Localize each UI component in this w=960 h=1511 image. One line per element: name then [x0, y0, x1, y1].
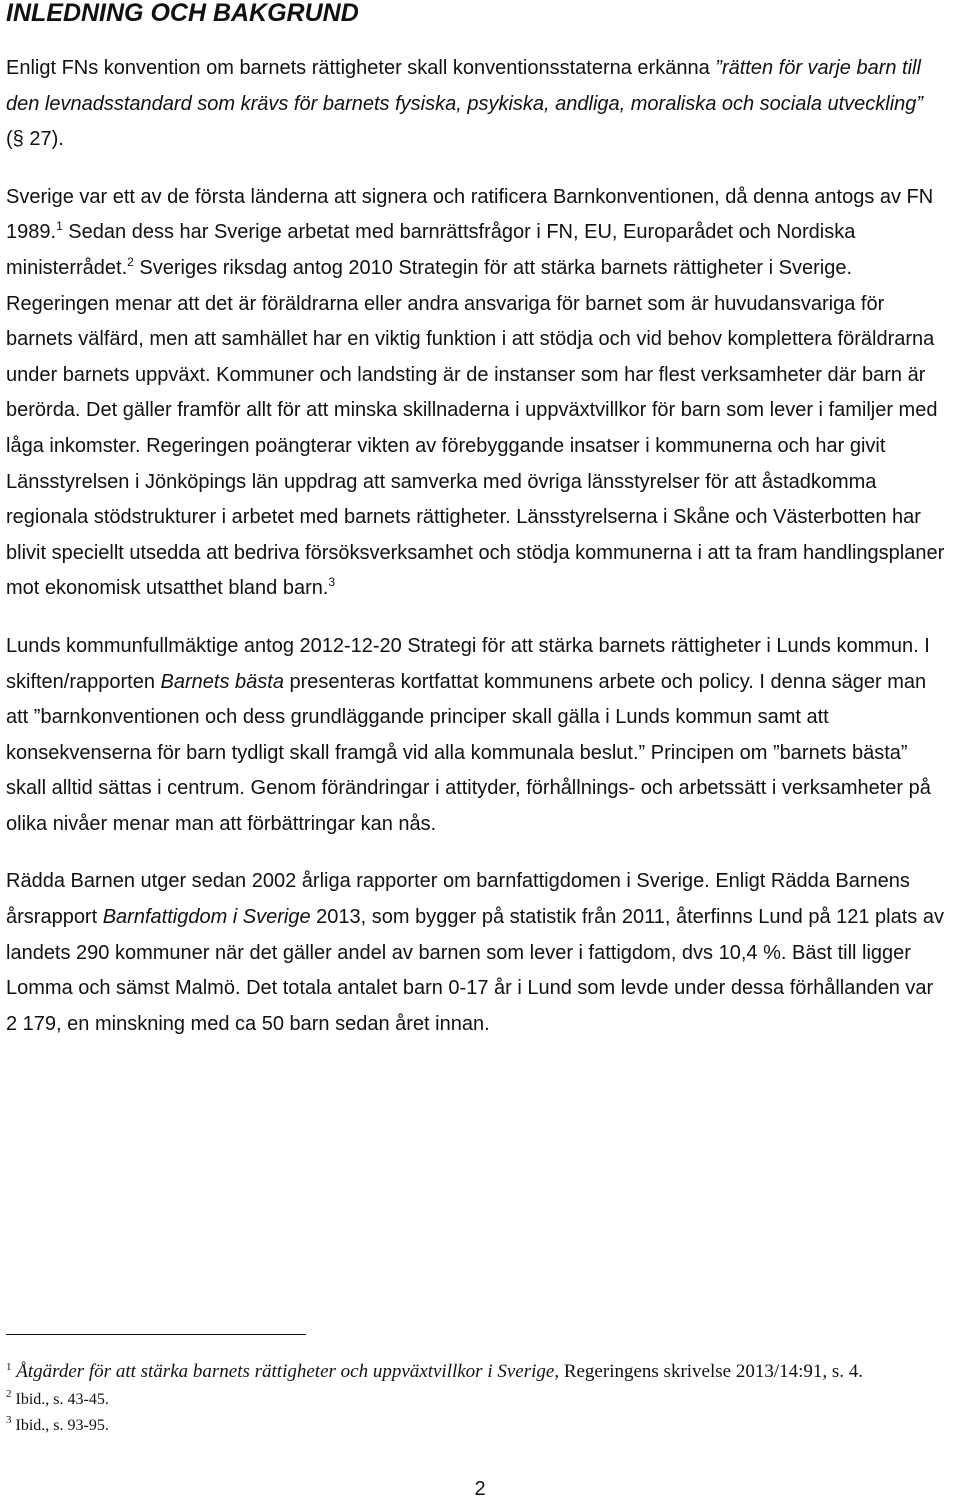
footnote-ref-3[interactable]: 3 [328, 575, 336, 590]
page-number: 2 [474, 1478, 486, 1500]
footnote-text: Ibid., s. 93-95. [11, 1417, 109, 1434]
paragraph-text: Lunds kommunfullmäktige antog 2012-12-20 Strategi för att stärka barnets rättigheter i Lunds kommun. I skiften/rapporten [6, 634, 930, 693]
paragraph-text: (§ 27). [6, 128, 64, 151]
report-title: Barnfattigdom i Sverige [102, 906, 311, 929]
footnote-ref-2[interactable]: 2 [127, 254, 134, 269]
paragraph-sverige [6, 180, 946, 607]
footnote-number: 3 [6, 1414, 12, 1426]
section-heading: INLEDNING OCH BAKGRUND [6, 0, 359, 27]
footnote-number: 1 [6, 1361, 12, 1373]
paragraph-lund [6, 629, 946, 843]
quote-text: ”rätten för varje barn till den levnadsstandard som krävs för barnets fysiska, psykiska, andliga, moraliska och sociala utveckling” [6, 57, 924, 115]
paragraph-text: 2013, som bygger på statistik från 2011, återfinns Lund på 121 plats av landets 290 kommuner när det gäller andel av barnen som lever i fattigdom, dvs 10,4 %. Bäst till ligger Lomma och sämst Malmö. Det totala antalet barn 0-17 år i Lund som levde under dessa förhållanden var 2 179, en minskning med ca 50 barn sedan året innan. [6, 906, 944, 1035]
footnote-title: Åtgärder för att stärka barnets rättigheter och uppväxtvillkor i Sverige [16, 1361, 555, 1382]
footnote-2 [6, 1387, 936, 1413]
footnote-3 [6, 1413, 936, 1439]
footnote-text: , Regeringens skrivelse 2013/14:91, s. 4. [554, 1361, 864, 1382]
footnote-ref-1[interactable]: 1 [56, 219, 63, 234]
footnote-number: 2 [6, 1388, 12, 1400]
paragraph-text: Rädda Barnen utger sedan 2002 årliga rapporter om barnfattigdomen i Sverige. Enligt Rädda Barnens årsrapport [6, 870, 910, 929]
footnote-1 [6, 1357, 936, 1387]
paragraph-text: presenteras kortfattat kommunens arbete och policy. I denna säger man att ”barnkonventionen och dess grundläggande principer skall gälla i Lunds kommun samt att konsekvenserna för barn tydligt skall framgå vid alla kommunala beslut.” Principen om ”barnets bästa” skall alltid sättas i centrum. Genom förändringar i attityder, förhållnings- och arbetssätt i verksamheter på olika nivåer menar man att förbättringar kan nås. [6, 670, 931, 835]
report-title: Barnets bästa [160, 670, 284, 693]
paragraph-text: Enligt FNs konvention om barnets rättigheter skall konventionsstaterna erkänna [6, 57, 716, 79]
paragraph-text: Sveriges riksdag antog 2010 Strategin för att stärka barnets rättigheter i Sverige. Regeringen menar att det är föräldrarna eller andra ansvariga för barnet som är huvudansvariga för barnets välfärd, men att samhället har en viktig funktion i att stödja och vid behov komplettera föräldrarna under barnets uppväxt. Kommuner och landsting är de instanser som har flest verksamheter där barn är berörda. Det gäller framför allt för att minska skillnaderna i uppväxtvillkor för barn som lever i familjer med låga inkomster. Regeringen poängterar vikten av förebyggande insatser i kommunerna och har givit Länsstyrelsen i Jönköpings län uppdrag att samverka med övriga länsstyrelser för att åstadkomma regionala stödstrukturer i arbetet med barnets rättigheter. Länsstyrelserna i Skåne och Västerbotten har blivit speciellt utsedda att bedriva försöksverksamhet och stödja kommunerna i att ta fram handlingsplaner mot ekonomisk utsatthet bland barn. [6, 256, 945, 600]
footnote-divider [6, 1334, 306, 1335]
paragraph-intro [6, 51, 946, 158]
paragraph-text: Sedan dess har Sverige arbetat med barnrättsfrågor i FN, EU, Europarådet och Nordiska ministerrådet. [6, 221, 856, 279]
footnotes [6, 1334, 936, 1439]
paragraph-text: Sverige var ett av de första länderna att signera och ratificera Barnkonventionen, då denna antogs av FN 1989. [6, 185, 934, 244]
footnote-text: Ibid., s. 43-45. [11, 1391, 109, 1408]
paragraph-radda-barnen [6, 864, 946, 1042]
